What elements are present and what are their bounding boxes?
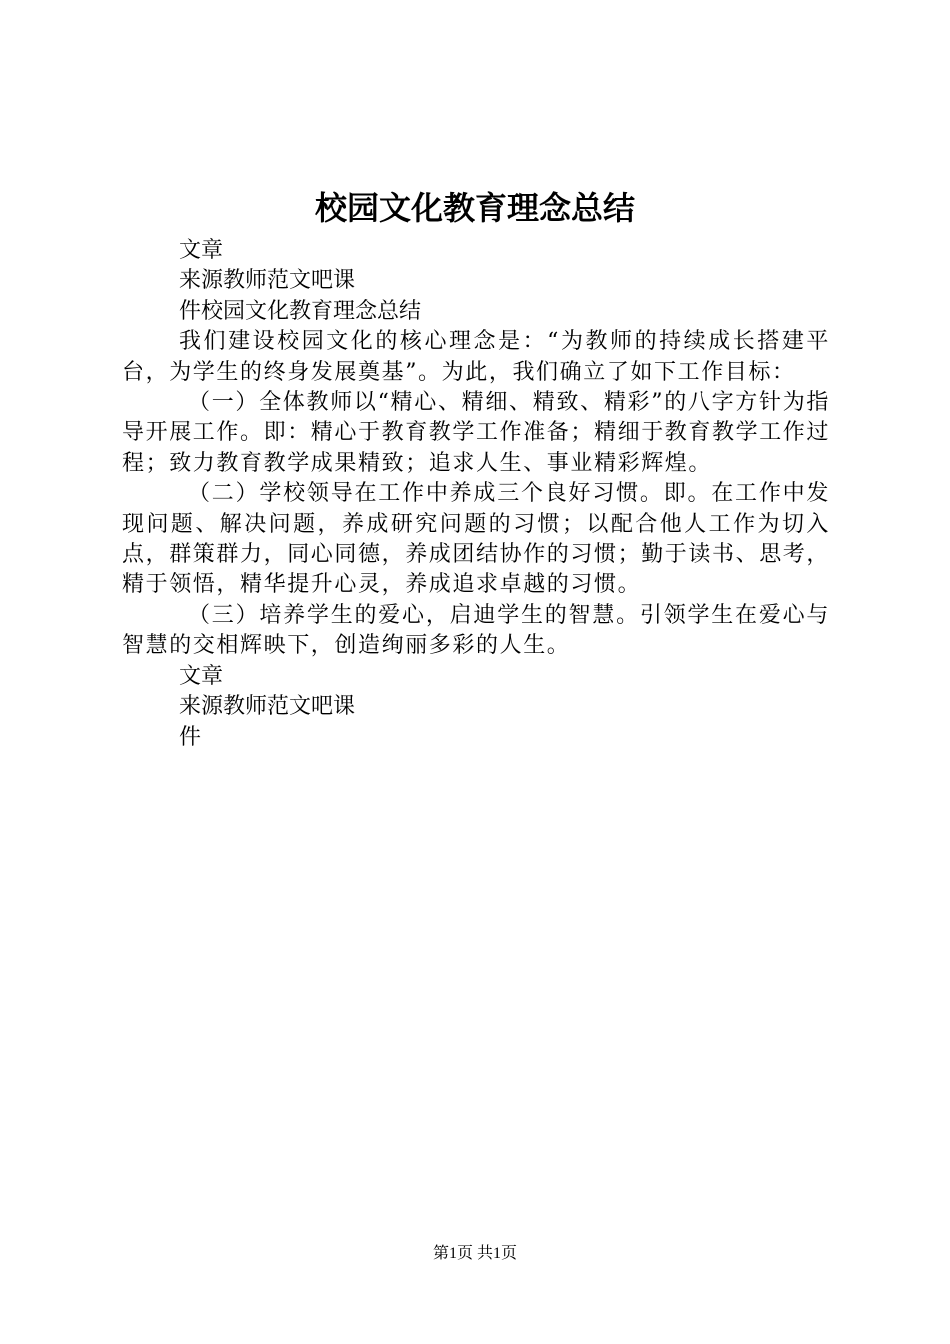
document-title: 校园文化教育理念总结 xyxy=(314,189,635,227)
source-line-3: 件校园文化教育理念总结 xyxy=(179,298,422,324)
paragraph-goal-1: （一）全体教师以“精心、精细、精致、精彩”的八字方针为指导开展工作。即：精心于教育教学工作准备；精细于教育教学工作过程；致力教育教学成果精致；追求人生、事业精彩辉煌。 xyxy=(122,390,831,476)
paragraph-goal-3: （三）培养学生的爱心，启迪学生的智慧。引领学生在爱心与智慧的交相辉映下，创造绚丽多彩的人生。 xyxy=(122,602,830,659)
source-line-5: 来源教师范文吧课 xyxy=(179,694,356,720)
paragraph-intro: 我们建设校园文化的核心理念是：“为教师的持续成长搭建平台，为学生的终身发展奠基”。为此，我们确立了如下工作目标： xyxy=(122,329,830,385)
source-line-4: 文章 xyxy=(179,663,224,689)
page-number-footer: 第1页 共1页 xyxy=(432,1245,517,1262)
source-line-2: 来源教师范文吧课 xyxy=(179,268,356,294)
source-line-6: 件 xyxy=(179,724,202,750)
document-body xyxy=(122,236,830,753)
source-line-1: 文章 xyxy=(179,238,224,263)
paragraph-goal-2: （二）学校领导在工作中养成三个良好习惯。即。在工作中发现问题、解决问题，养成研究问题的习惯；以配合他人工作为切入点，群策群力，同心同德，养成团结协作的习惯；勤于读书、思考，精于领悟，精华提升心灵，养成追求卓越的习惯。 xyxy=(122,481,831,598)
